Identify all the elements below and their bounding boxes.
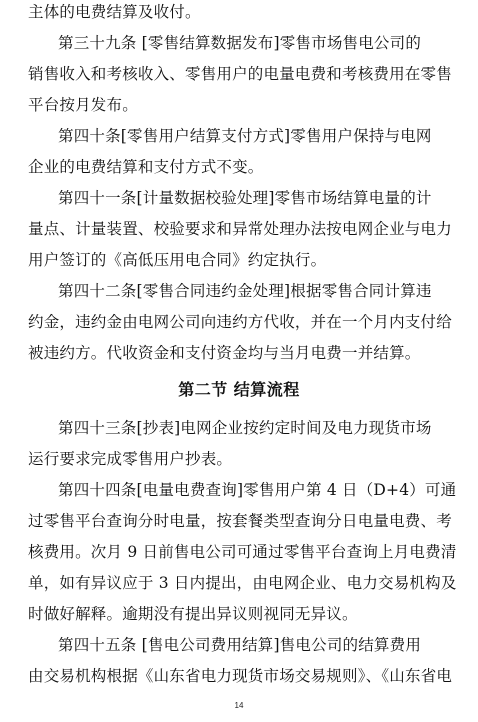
article-40-line: 第四十条[零售用户结算支付方式]零售用户保持与电网 <box>58 127 432 145</box>
article-45-line: 第四十五条 [售电公司费用结算]售电公司的结算费用 <box>58 636 422 654</box>
paragraph-line: 销售收入和考核收入、零售用户的电量电费和考核费用在零售 <box>28 65 452 83</box>
article-44-line: 第四十四条[电量电费查询]零售用户第 4 日（D+4）可通 <box>58 481 457 499</box>
paragraph-line: 被违约方。代收资金和支付资金均与当月电费一并结算。 <box>28 344 421 362</box>
article-43-line: 第四十三条[抄表]电网企业按约定时间及电力现货市场 <box>58 419 432 437</box>
paragraph-line: 时做好解释。逾期没有提出异议则视同无异议。 <box>28 605 358 623</box>
article-42-line: 第四十二条[零售合同违约金处理]根据零售合同计算违 <box>58 282 432 300</box>
article-39-line: 第三十九条 [零售结算数据发布]零售市场售电公司的 <box>58 34 422 52</box>
paragraph-line: 运行要求完成零售用户抄表。 <box>28 450 233 468</box>
section-heading: 第二节 结算流程 <box>178 380 300 399</box>
paragraph-line: 约金，违约金由电网公司向违约方代收，并在一个月内支付给 <box>28 313 452 331</box>
article-41-line: 第四十一条[计量数据校验处理]零售市场结算电量的计 <box>58 189 432 207</box>
paragraph-line: 核费用。次月 9 日前售电公司可通过零售平台查询上月电费清 <box>28 543 457 561</box>
paragraph-line: 量点、计量装置、校验要求和异常处理办法按电网企业与电力 <box>28 220 452 238</box>
page-number: 14 <box>234 701 244 710</box>
paragraph-line: 由交易机构根据《山东省电力现货市场交易规则》、《山东省电 <box>28 667 453 685</box>
paragraph-line: 单，如有异议应于 3 日内提出，由电网企业、电力交易机构及 <box>28 574 457 592</box>
paragraph-line: 企业的电费结算和支付方式不变。 <box>28 158 264 176</box>
paragraph-line: 用户签订的《高低压用电合同》约定执行。 <box>28 251 327 269</box>
paragraph-line: 平台按月发布。 <box>28 96 138 114</box>
paragraph-line: 主体的电费结算及收付。 <box>28 3 201 21</box>
paragraph-line: 过零售平台查询分时电量，按套餐类型查询分日电量电费、考 <box>28 512 452 530</box>
